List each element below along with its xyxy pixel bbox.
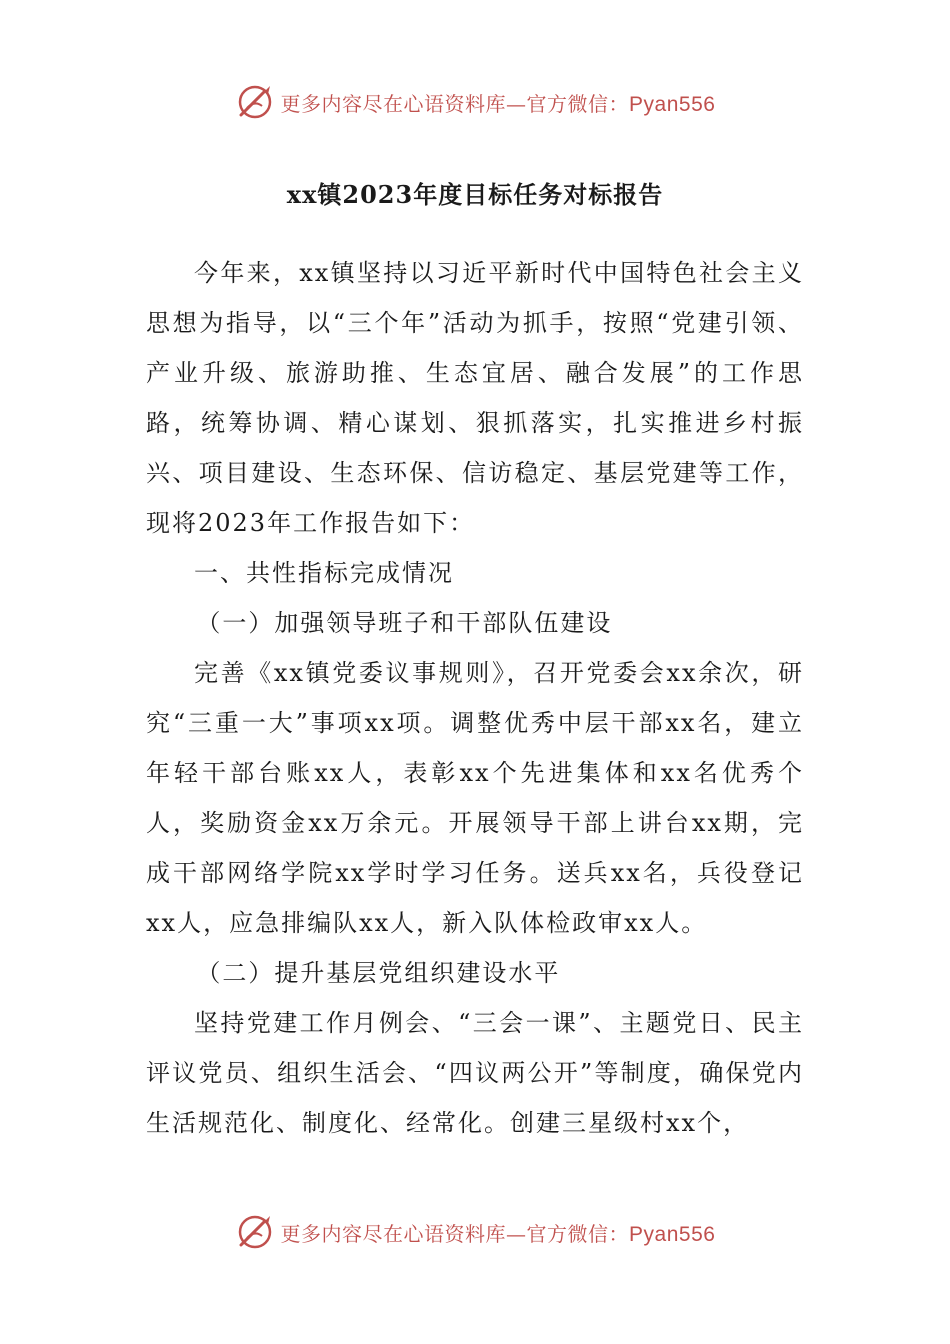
banner-wechat-id: Pyan556 <box>629 1222 716 1246</box>
banner-wechat-label: 官方微信： <box>526 1221 630 1246</box>
banner-main-text: 更多内容尽在心语资料库 <box>280 91 507 116</box>
subsection-heading-1: （一）加强领导班子和干部队伍建设 <box>196 609 613 637</box>
intro-paragraph: 今年来，xx镇坚持以习近平新时代中国特色社会主义思想为指导，以“三个年”活动为抓手，按照“党建引领、产业升级、旅游助推、生态宜居、融合发展”的工作思路，统筹协调、精心谋划、狠抓落实，扎实推进乡村振兴、项目建设、生态环保、信访稳定、基层党建等工作，现将2023年工作报告如下： <box>146 259 804 537</box>
paragraph-2: 坚持党建工作月例会、“三会一课”、主题党日、民主评议党员、组织生活会、“四议两公开”等制度，确保党内生活规范化、制度化、经常化。创建三星级村xx个， <box>146 1009 804 1137</box>
pen-logo-icon <box>235 1212 275 1252</box>
banner-wechat-id: Pyan556 <box>629 92 716 116</box>
banner-dash: — <box>506 1221 527 1246</box>
paragraph-1: 完善《xx镇党委议事规则》，召开党委会xx余次，研究“三重一大”事项xx项。调整优秀中层干部xx名，建立年轻干部台账xx人，表彰xx个先进集体和xx名优秀个人，奖励资金xx万余元。开展领导干部上讲台xx期，完成干部网络学院xx学时学习任务。送兵xx名，兵役登记xx人，应急排编队xx人，新入队体检政审xx人。 <box>146 659 804 937</box>
subsection-heading-2: （二）提升基层党组织建设水平 <box>196 959 561 987</box>
document-body <box>146 248 804 1148</box>
banner-dash: — <box>506 91 527 116</box>
banner-text <box>281 1218 716 1247</box>
banner-wechat-label: 官方微信： <box>526 91 630 116</box>
banner-text <box>281 88 716 117</box>
footer-banner <box>0 1212 950 1252</box>
header-banner <box>0 82 950 122</box>
banner-main-text: 更多内容尽在心语资料库 <box>280 1221 507 1246</box>
pen-logo-icon <box>235 82 275 122</box>
section-heading-1: 一、共性指标完成情况 <box>194 559 454 587</box>
document-title: xx镇2023年度目标任务对标报告 <box>286 180 664 209</box>
